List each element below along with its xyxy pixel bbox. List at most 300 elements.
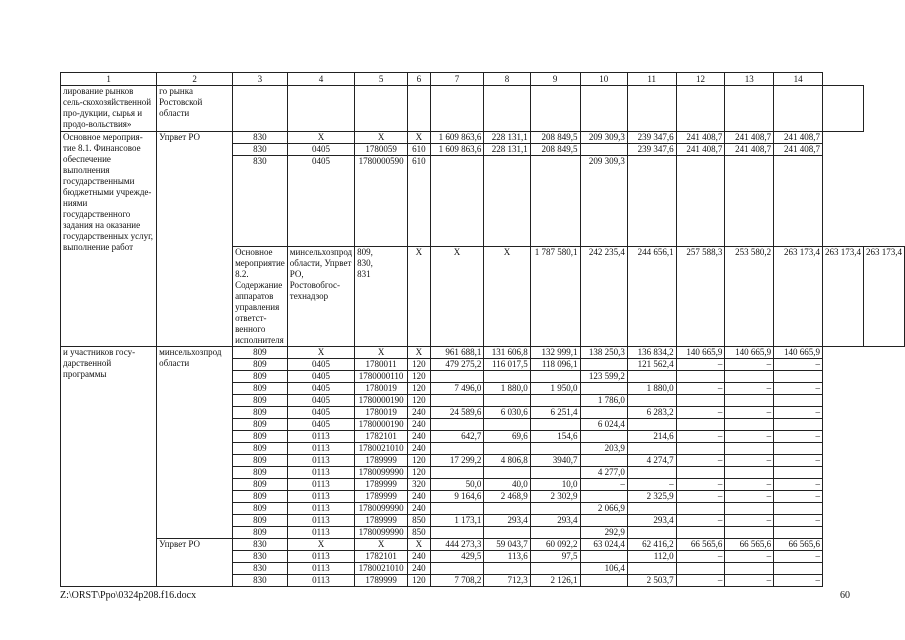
table-cell: – <box>725 575 774 587</box>
table-cell <box>484 371 530 383</box>
table-cell <box>774 86 823 132</box>
table-cell: 1780021010 <box>355 443 408 455</box>
table-cell <box>676 86 725 132</box>
table-cell: 850 <box>408 515 431 527</box>
table-cell: – <box>725 551 774 563</box>
table-cell: 0113 <box>287 503 354 515</box>
table-cell: 6 030,6 <box>484 407 530 419</box>
table-cell: 6 251,4 <box>530 407 580 419</box>
table-cell: 121 562,4 <box>627 359 676 371</box>
table-cell: 7 708,2 <box>430 575 484 587</box>
table-cell: 0113 <box>287 467 354 479</box>
table-cell: 69,6 <box>484 431 530 443</box>
table-cell: 120 <box>408 395 431 407</box>
table-cell: 17 299,2 <box>430 455 484 467</box>
table-cell <box>725 156 774 247</box>
table-cell: 241 408,7 <box>676 132 725 144</box>
table-cell <box>580 144 627 156</box>
table-cell: Х <box>355 347 408 359</box>
table-cell <box>823 86 864 132</box>
table-cell <box>774 371 823 383</box>
table-cell: 809 <box>233 395 288 407</box>
header-cell: 14 <box>774 73 823 86</box>
table-cell: – <box>774 575 823 587</box>
table-cell <box>676 156 725 247</box>
table-cell: 240 <box>408 563 431 575</box>
table-row <box>61 132 905 144</box>
table-cell: – <box>580 479 627 491</box>
table-cell: 0113 <box>287 563 354 575</box>
table-cell: 1789999 <box>355 479 408 491</box>
table-cell: 228 131,1 <box>484 144 530 156</box>
table-cell: 429,5 <box>430 551 484 563</box>
table-cell: Х <box>430 247 484 347</box>
table-cell: – <box>774 407 823 419</box>
table-cell <box>484 419 530 431</box>
table-cell: 4 806,8 <box>484 455 530 467</box>
table-cell <box>530 467 580 479</box>
table-cell: – <box>774 551 823 563</box>
table-cell <box>676 395 725 407</box>
table-cell <box>430 443 484 455</box>
table-cell <box>774 527 823 539</box>
table-cell: – <box>725 455 774 467</box>
table-cell: 1782101 <box>355 431 408 443</box>
table-cell: – <box>774 359 823 371</box>
table-cell <box>530 371 580 383</box>
header-cell: 1 <box>61 73 157 86</box>
table-cell: – <box>774 515 823 527</box>
table-cell <box>484 527 530 539</box>
table-cell: – <box>725 383 774 395</box>
table-cell <box>627 395 676 407</box>
table-cell: 2 325,9 <box>627 491 676 503</box>
table-cell: 263 173,4 <box>823 247 864 347</box>
table-cell: 112,0 <box>627 551 676 563</box>
table-cell: – <box>725 515 774 527</box>
table-cell: 1 787 580,1 <box>530 247 580 347</box>
table-cell <box>676 503 725 515</box>
table-cell <box>580 455 627 467</box>
table-cell: 209 309,3 <box>580 132 627 144</box>
table-cell: 0405 <box>287 383 354 395</box>
table-cell: Х <box>408 347 431 359</box>
table-cell: 320 <box>408 479 431 491</box>
table-cell: 24 589,6 <box>430 407 484 419</box>
table-cell <box>774 395 823 407</box>
table-cell: 830 <box>233 156 288 247</box>
table-cell: 136 834,2 <box>627 347 676 359</box>
table-cell <box>627 443 676 455</box>
table-cell: 830 <box>233 539 288 551</box>
table-cell <box>725 527 774 539</box>
activity-name-cell: Основное мероприя-тие 8.1. Финансовое обеспечение выполнения государственными бюджетными учрежде-ниями государственного задания на оказание государственных услуг, выполнение работ <box>61 132 157 347</box>
table-cell <box>774 563 823 575</box>
table-cell <box>484 86 530 132</box>
table-cell <box>774 443 823 455</box>
table-cell <box>430 467 484 479</box>
table-cell <box>484 443 530 455</box>
table-cell: 240 <box>408 503 431 515</box>
table-cell: 0405 <box>287 407 354 419</box>
table-cell: 0405 <box>287 144 354 156</box>
table-cell: 244 656,1 <box>627 247 676 347</box>
table-cell <box>530 443 580 455</box>
table-cell: – <box>774 383 823 395</box>
table-cell: – <box>676 407 725 419</box>
executor-cell: минсельхозпрод области, Упрвет РО, Ростовобгос-технадзор <box>287 247 354 347</box>
table-cell: 228 131,1 <box>484 132 530 144</box>
table-cell: 240 <box>408 419 431 431</box>
table-cell: 809 <box>233 431 288 443</box>
table-cell: 961 688,1 <box>430 347 484 359</box>
table-cell <box>530 419 580 431</box>
table-cell: Х <box>484 247 530 347</box>
header-cell: 7 <box>430 73 484 86</box>
table-cell: 4 277,0 <box>580 467 627 479</box>
table-cell: 140 665,9 <box>774 347 823 359</box>
table-cell: 0405 <box>287 419 354 431</box>
table-cell <box>580 515 627 527</box>
table-cell: 60 092,2 <box>530 539 580 551</box>
table-cell <box>530 86 580 132</box>
table-cell <box>580 551 627 563</box>
table-cell <box>430 503 484 515</box>
table-cell <box>530 527 580 539</box>
table-cell <box>408 86 431 132</box>
table-cell: – <box>676 455 725 467</box>
table-cell: – <box>774 491 823 503</box>
header-cell: 13 <box>725 73 774 86</box>
header-cell: 12 <box>676 73 725 86</box>
table-cell: 1780000190 <box>355 419 408 431</box>
table-cell: 1780059 <box>355 144 408 156</box>
table-cell: 610 <box>408 156 431 247</box>
table-cell: 1780099990 <box>355 467 408 479</box>
table-cell: 293,4 <box>484 515 530 527</box>
table-cell: 2 503,7 <box>627 575 676 587</box>
table-cell: 293,4 <box>627 515 676 527</box>
table-cell: 123 599,2 <box>580 371 627 383</box>
table-cell: 0113 <box>287 479 354 491</box>
table-cell <box>580 359 627 371</box>
table-cell: 120 <box>408 575 431 587</box>
table-cell: 263 173,4 <box>774 247 823 347</box>
table-cell: – <box>725 431 774 443</box>
table-cell: Х <box>287 539 354 551</box>
table-cell: 208 849,5 <box>530 144 580 156</box>
table-cell <box>580 431 627 443</box>
table-cell: 239 347,6 <box>627 144 676 156</box>
table-cell <box>430 527 484 539</box>
table-cell: – <box>725 359 774 371</box>
table-cell: 809 <box>233 503 288 515</box>
table-cell: 0405 <box>287 359 354 371</box>
table-cell: – <box>676 491 725 503</box>
table-cell: 1780000190 <box>355 395 408 407</box>
table-cell <box>484 563 530 575</box>
table-cell <box>430 156 484 247</box>
table-cell: – <box>774 479 823 491</box>
table-cell: 809 <box>233 443 288 455</box>
table-cell <box>580 86 627 132</box>
table-cell: 241 408,7 <box>676 144 725 156</box>
table-cell: 292,9 <box>580 527 627 539</box>
table-cell: 62 416,2 <box>627 539 676 551</box>
table-cell: Х <box>355 132 408 144</box>
table-cell <box>725 563 774 575</box>
table-cell: 208 849,5 <box>530 132 580 144</box>
table-cell: 0405 <box>287 371 354 383</box>
table-cell: 203,9 <box>580 443 627 455</box>
table-cell <box>627 503 676 515</box>
executor-cell: Упрвет РО <box>157 132 233 347</box>
table-cell: 293,4 <box>530 515 580 527</box>
header-cell: 3 <box>233 73 288 86</box>
table-cell: 40,0 <box>484 479 530 491</box>
table-cell: 240 <box>408 407 431 419</box>
table-cell: 120 <box>408 455 431 467</box>
table-cell: 214,6 <box>627 431 676 443</box>
table-cell: – <box>774 455 823 467</box>
table-cell: 809 <box>233 455 288 467</box>
table-cell <box>484 503 530 515</box>
table-cell <box>580 383 627 395</box>
table-cell: 1780011 <box>355 359 408 371</box>
table-cell: 7 496,0 <box>430 383 484 395</box>
header-cell: 4 <box>287 73 354 86</box>
table-cell <box>627 156 676 247</box>
table-cell: 830 <box>233 551 288 563</box>
table-cell: 1780019 <box>355 383 408 395</box>
table-cell: 1780000110 <box>355 371 408 383</box>
table-cell: 0113 <box>287 455 354 467</box>
table-cell <box>580 575 627 587</box>
table-cell <box>580 407 627 419</box>
table-cell <box>430 563 484 575</box>
table-cell: 120 <box>408 359 431 371</box>
table-cell <box>774 467 823 479</box>
table-cell: 2 468,9 <box>484 491 530 503</box>
header-cell: 6 <box>408 73 431 86</box>
table-cell: 809 <box>233 419 288 431</box>
table-cell: Х <box>355 539 408 551</box>
table-cell: 241 408,7 <box>725 144 774 156</box>
table-cell <box>676 467 725 479</box>
table-cell <box>725 503 774 515</box>
table-cell: 257 588,3 <box>676 247 725 347</box>
table-cell: 118 096,1 <box>530 359 580 371</box>
table-cell: 154,6 <box>530 431 580 443</box>
table-cell: – <box>774 431 823 443</box>
table-row <box>61 347 905 359</box>
table-cell: 120 <box>408 467 431 479</box>
table-cell: 1 609 863,6 <box>430 144 484 156</box>
table-cell: 809 <box>233 359 288 371</box>
table-cell: 1 950,0 <box>530 383 580 395</box>
table-cell: 809 <box>233 371 288 383</box>
activity-name-cell: лирование рынков сель-скохозяйственной про-дукции, сырья и продо-вольствия» <box>61 86 157 132</box>
table-cell <box>530 563 580 575</box>
table-cell: 809 <box>233 347 288 359</box>
table-cell: 240 <box>408 443 431 455</box>
table-cell: 1789999 <box>355 575 408 587</box>
table-cell: 1780019 <box>355 407 408 419</box>
table-cell: 0113 <box>287 443 354 455</box>
header-cell: 9 <box>530 73 580 86</box>
table-cell <box>774 156 823 247</box>
table-cell: 140 665,9 <box>676 347 725 359</box>
table-cell: 1 609 863,6 <box>430 132 484 144</box>
executor-cell: го рынка Ростовской области <box>157 86 233 132</box>
table-cell: 241 408,7 <box>774 132 823 144</box>
table-cell: 1789999 <box>355 455 408 467</box>
table-cell: 106,4 <box>580 563 627 575</box>
table-cell: – <box>725 491 774 503</box>
table-cell <box>627 86 676 132</box>
table-cell <box>676 371 725 383</box>
table-cell: 241 408,7 <box>725 132 774 144</box>
table-cell: 120 <box>408 371 431 383</box>
table-cell <box>627 563 676 575</box>
table-cell <box>676 563 725 575</box>
table-cell: 809 <box>233 383 288 395</box>
table-cell: 1780099990 <box>355 527 408 539</box>
table-cell: 809 <box>233 527 288 539</box>
table-cell: 113,6 <box>484 551 530 563</box>
table-cell: 0405 <box>287 395 354 407</box>
table-cell: 610 <box>408 144 431 156</box>
table-cell: 6 283,2 <box>627 407 676 419</box>
table-cell: 809, 830, 831 <box>355 247 408 347</box>
table-cell: 0113 <box>287 491 354 503</box>
table-cell <box>530 156 580 247</box>
header-cell: 2 <box>157 73 233 86</box>
table-cell: 120 <box>408 383 431 395</box>
table-row <box>61 539 905 551</box>
table-cell: 0113 <box>287 527 354 539</box>
table-cell: 809 <box>233 407 288 419</box>
footer-file-path: Z:\ORST\Ppo\0324p208.f16.docx <box>60 590 197 601</box>
table-cell <box>484 467 530 479</box>
table-cell: 850 <box>408 527 431 539</box>
table-cell: 4 274,7 <box>627 455 676 467</box>
table-cell <box>484 395 530 407</box>
table-cell: 66 565,6 <box>676 539 725 551</box>
table-cell: 239 347,6 <box>627 132 676 144</box>
table-cell: – <box>676 431 725 443</box>
table-cell: 242 235,4 <box>580 247 627 347</box>
table-cell <box>774 503 823 515</box>
table-cell: 0113 <box>287 551 354 563</box>
table-cell <box>627 371 676 383</box>
table-cell <box>430 419 484 431</box>
table-cell <box>530 503 580 515</box>
table-cell: 830 <box>233 132 288 144</box>
activity-name-cell: Основное мероприятие 8.2. Содержание аппаратов управления ответст-венного исполнителя <box>233 247 288 347</box>
table-cell <box>627 419 676 431</box>
table-cell: 3940,7 <box>530 455 580 467</box>
table-cell: – <box>676 479 725 491</box>
table-cell: 0405 <box>287 156 354 247</box>
table-cell <box>430 86 484 132</box>
table-cell: 444 273,3 <box>430 539 484 551</box>
executor-cell: минсельхозпрод области <box>157 347 233 539</box>
table-cell: 642,7 <box>430 431 484 443</box>
table-cell: 712,3 <box>484 575 530 587</box>
budget-table <box>60 72 905 587</box>
table-cell <box>676 443 725 455</box>
table-cell: – <box>676 551 725 563</box>
table-cell <box>725 419 774 431</box>
header-cell: 8 <box>484 73 530 86</box>
table-cell: 830 <box>233 575 288 587</box>
table-cell: 479 275,2 <box>430 359 484 371</box>
header-row <box>61 73 905 86</box>
table-cell <box>627 467 676 479</box>
table-cell: – <box>676 575 725 587</box>
table-cell: 809 <box>233 515 288 527</box>
table-cell: 263 173,4 <box>864 247 905 347</box>
table-cell: 1789999 <box>355 491 408 503</box>
table-cell: 1789999 <box>355 515 408 527</box>
table-cell: 0113 <box>287 575 354 587</box>
table-cell: 809 <box>233 479 288 491</box>
table-cell: 2 302,9 <box>530 491 580 503</box>
table-cell: 1 786,0 <box>580 395 627 407</box>
table-cell: 132 999,1 <box>530 347 580 359</box>
table-cell <box>430 395 484 407</box>
table-cell: – <box>725 479 774 491</box>
table-cell <box>725 86 774 132</box>
footer-page-number: 60 <box>840 590 850 601</box>
table-cell <box>725 443 774 455</box>
table-cell: – <box>676 383 725 395</box>
table-cell: 209 309,3 <box>580 156 627 247</box>
table-cell <box>530 395 580 407</box>
table-cell: 240 <box>408 491 431 503</box>
table-cell: Х <box>408 247 431 347</box>
table-cell: 830 <box>233 144 288 156</box>
table-cell <box>580 491 627 503</box>
header-cell: 11 <box>627 73 676 86</box>
table-cell <box>355 86 408 132</box>
table-cell: 10,0 <box>530 479 580 491</box>
table-cell: 1 880,0 <box>484 383 530 395</box>
table-cell: 1780000590 <box>355 156 408 247</box>
table-cell: Х <box>408 539 431 551</box>
table-cell: 6 024,4 <box>580 419 627 431</box>
header-cell: 5 <box>355 73 408 86</box>
table-cell <box>725 467 774 479</box>
table-cell <box>430 371 484 383</box>
table-cell: 9 164,6 <box>430 491 484 503</box>
table-cell: 116 017,5 <box>484 359 530 371</box>
table-cell: 138 250,3 <box>580 347 627 359</box>
table-cell: 830 <box>233 563 288 575</box>
header-cell: 10 <box>580 73 627 86</box>
table-cell: Х <box>287 132 354 144</box>
table-cell <box>627 527 676 539</box>
table-cell: Х <box>408 132 431 144</box>
table-cell: 809 <box>233 491 288 503</box>
table-cell: – <box>725 407 774 419</box>
table-cell: 59 043,7 <box>484 539 530 551</box>
table-cell: 241 408,7 <box>774 144 823 156</box>
table-cell <box>676 527 725 539</box>
table-cell: 0113 <box>287 431 354 443</box>
table-cell: 809 <box>233 467 288 479</box>
